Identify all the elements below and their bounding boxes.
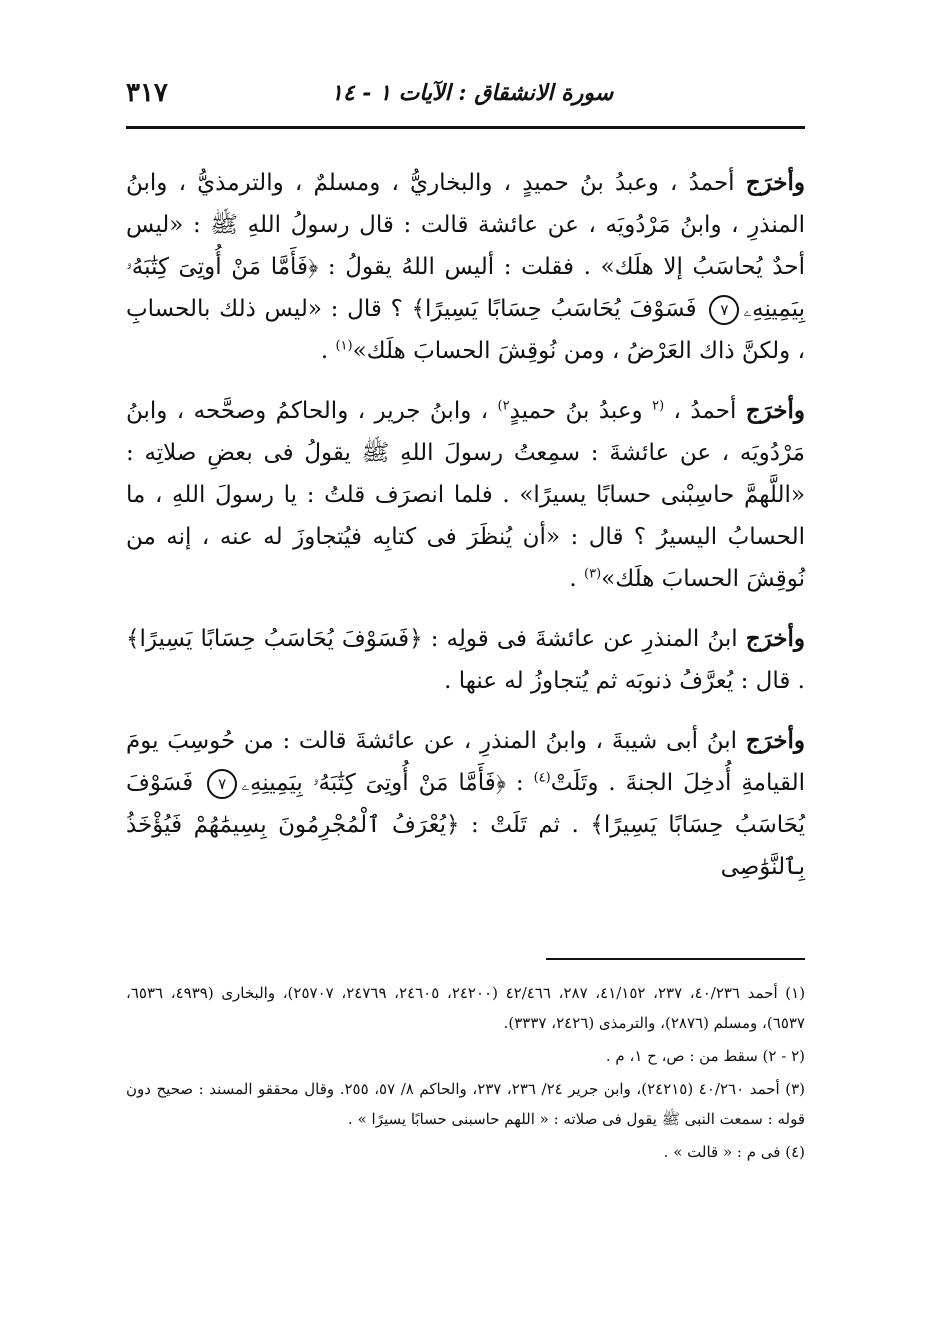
lead-word: وأخرَج	[745, 727, 805, 754]
paragraph	[126, 162, 805, 372]
text-run: .	[569, 566, 584, 592]
quran-quote: ﴿يُعْرَفُ ٱلْمُجْرِمُونَ بِسِيمَٰهُمْ فَيُؤْخَذُ بِٱلنَّوَٰصِى	[126, 812, 805, 880]
page-number: ٣١٧	[126, 78, 168, 108]
text-run: .	[320, 338, 336, 364]
text-run: ابنُ المنذرِ عن عائشةَ فى قولِه :	[422, 626, 746, 652]
footnote: (٢ - ٢) سقط من : ص، ح ١، م .	[605, 1047, 805, 1065]
footnote: (٤) فى م : « قالت » .	[663, 1143, 805, 1161]
quran-quote: ﴿فَأَمَّا مَنْ أُوتِىَ كِتَٰبَهُۥ بِيَمِينِهِۦ	[241, 770, 506, 796]
footnotes	[126, 978, 805, 1170]
quran-quote: فَسَوْفَ يُحَاسَبُ حِسَابًا يَسِيرًا﴾	[126, 770, 805, 838]
lead-word: وأخرَج	[745, 397, 805, 424]
text-run: وعبدُ بنُ حميدٍ	[509, 398, 653, 424]
footnote-ref: (١)	[335, 338, 353, 354]
footnote-rule	[546, 958, 805, 960]
main-text	[126, 162, 805, 906]
lead-word: وأخرَج	[745, 625, 806, 652]
quran-quote: ﴿فَأَمَّا مَنْ أُوتِىَ كِتَٰبَهُۥ بِيَمِينِهِۦ	[126, 254, 805, 322]
footnote-ref: (٤)	[533, 770, 551, 786]
text-run: . قال : يُعرَّفُ ذنوبَه ثم يُتجاوزُ له عنها .	[444, 668, 805, 694]
footnote-ref: ٢)	[497, 398, 510, 414]
footnote-ref: (٢	[652, 398, 665, 414]
footnote-ref: (٣)	[584, 566, 602, 582]
quran-quote: ﴿فَسَوْفَ يُحَاسَبُ حِسَابًا يَسِيرًا﴾	[126, 626, 423, 652]
footnote: (٣) أحمد ٤٠/٢٦٠ (٢٤٢١٥)، وابن جرير ٢٤/ ٢٣٦، ٢٣٧، والحاكم ٨/ ٥٧، ٢٥٥. وقال محققو المسند : صحيح دون قوله : سمعت النبى ﷺ يقول فى صلاته : « اللهم حاسبنى حسابًا يسيرًا » .	[126, 1080, 806, 1128]
ayah-number-mark: ٧	[709, 295, 739, 325]
text-run: :	[505, 770, 534, 796]
paragraph	[126, 390, 805, 600]
lead-word: وأخرَج	[745, 169, 805, 196]
text-run: ؟ قال : «ليس ذلك بالحسابِ ، ولكنَّ ذاك العَرْضُ ، ومن نُوقِشَ الحسابَ هلَك»	[126, 296, 805, 364]
running-title: سورة الانشقاق : الآيات ١ - ١٤	[331, 80, 614, 106]
text-run: . ثم تَلَتْ :	[459, 812, 591, 838]
paragraph	[126, 720, 805, 888]
paragraph	[126, 618, 805, 702]
footnote: (١) أحمد ٤٠/٢٣٦، ٢٣٧، ٤١/١٥٢، ٢٨٧، ٤٢/٤٦٦ (٢٤٢٠٠، ٢٤٦٠٥، ٢٤٧٦٩، ٢٥٧٠٧)، والبخارى (٤٩٣٩، ٦٥٣٦، ٦٥٣٧)، ومسلم (٢٨٧٦)، والترمذى (٢٤٢٦، ٣٣٣٧).	[126, 984, 806, 1032]
text-run: أحمدُ ، وعبدُ بنُ حميدٍ ، والبخاريُّ ، ومسلمٌ ، والترمذيُّ ، وابنُ المنذرِ ، وابنُ مَرْدُويَه ، عن عائشة قالت : قال رسولُ اللهِ ﷺ : «ليس أحدٌ يُحاسَبُ إلا هلَك» . فقلت : أليس اللهُ يقولُ :	[126, 170, 805, 280]
quran-quote: فَسَوْفَ يُحَاسَبُ حِسَابًا يَسِيرًا﴾	[411, 296, 706, 322]
running-header	[126, 76, 805, 116]
text-run: ابنُ أبى شيبةَ ، وابنُ المنذرِ ، عن عائشةَ قالت : من حُوسِبَ يومَ القيامةِ أُدخِلَ الجنةَ . وتَلَتْ	[126, 728, 805, 796]
header-rule	[126, 126, 805, 129]
text-run: أحمدُ ،	[664, 398, 746, 424]
ayah-number-mark: ٧	[207, 769, 237, 799]
text-run: ، وابنُ جرير ، والحاكمُ وصحَّحه ، وابنُ مَرْدُويَه ، عن عائشةَ : سمِعتُ رسولَ اللهِ ﷺ يقولُ فى بعضِ صلاتِه : «اللَّهمَّ حاسِبْنى حسابًا يسيرًا» . فلما انصرَف قلتُ : يا رسولَ اللهِ ، ما الحسابُ اليسيرُ ؟ قال : «أن يُنظَرَ فى كتابِه فيُتجاوزَ له عنه ، إنه من نُوقِشَ الحسابَ هلَك»	[126, 398, 805, 592]
